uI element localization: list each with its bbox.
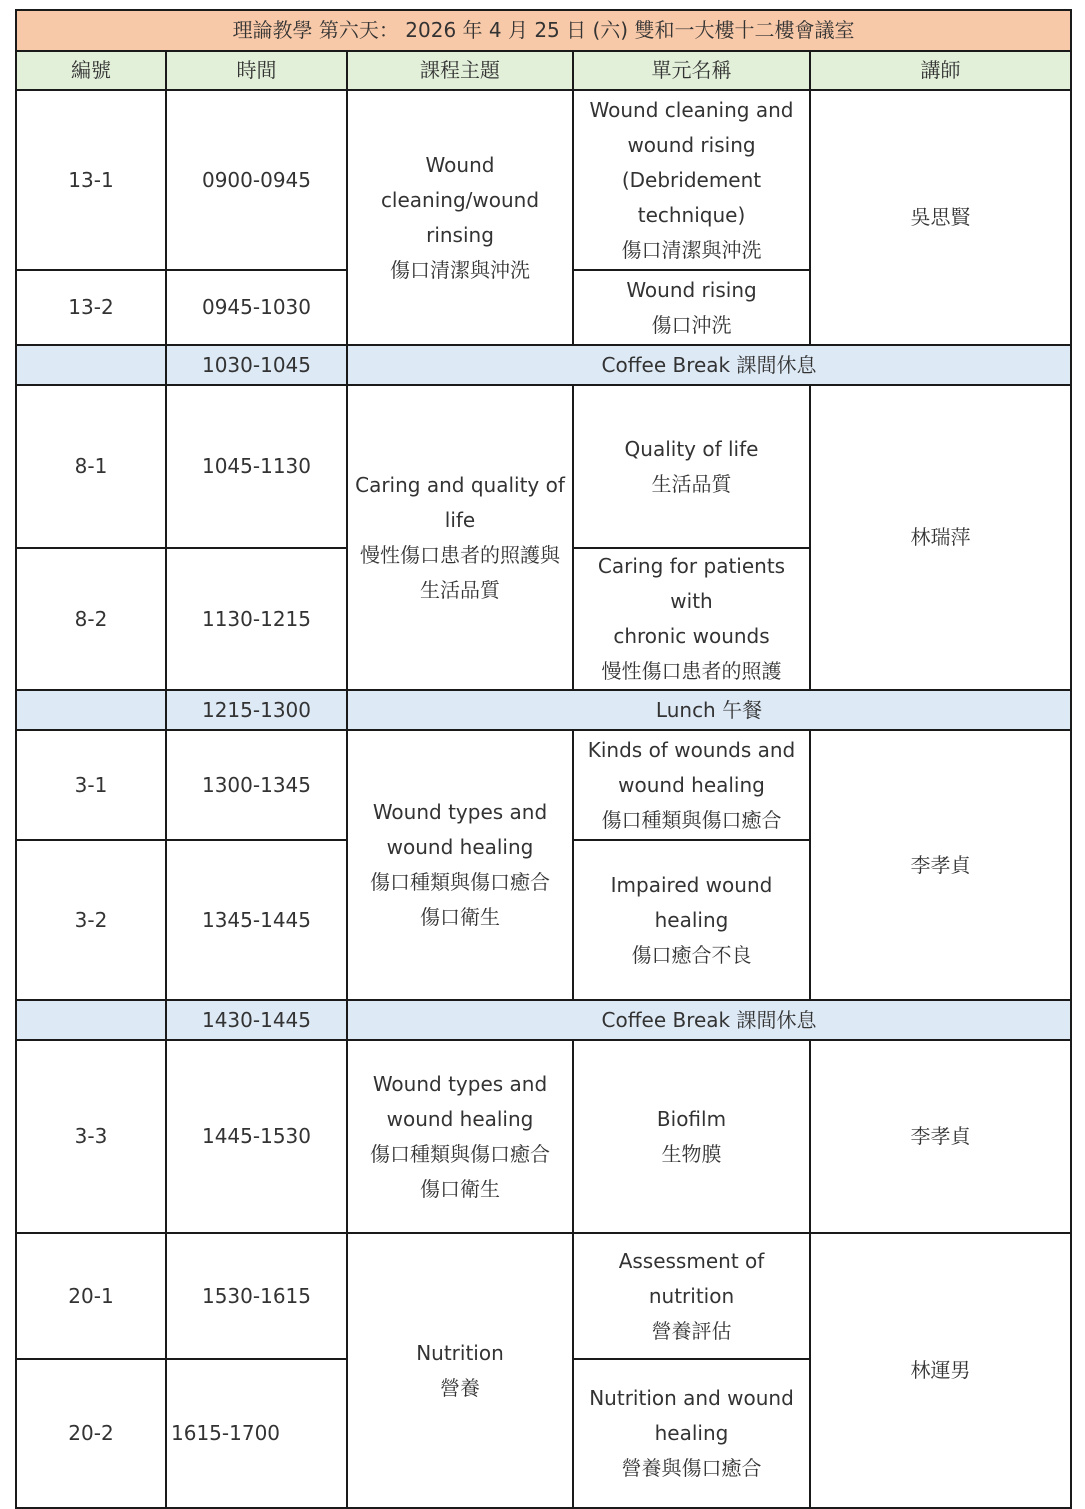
unit-name bbox=[573, 840, 810, 1000]
table-row bbox=[16, 1233, 1071, 1359]
schedule-title: 理論教學 第六天： 2026 年 4 月 25 日 (六) 雙和一大樓十二樓會議室 bbox=[16, 10, 1071, 51]
topic-line: 傷口衛生 bbox=[420, 1176, 500, 1201]
row-time: 1530-1615 bbox=[166, 1233, 347, 1359]
row-time: 1130-1215 bbox=[166, 548, 347, 690]
unit-line: 傷口種類與傷口癒合 bbox=[601, 807, 782, 832]
row-code: 3-3 bbox=[16, 1040, 166, 1233]
break-time: 1215-1300 bbox=[166, 690, 347, 730]
topic-line: cleaning/wound bbox=[380, 187, 540, 212]
table-row bbox=[16, 1040, 1071, 1233]
unit-line: Assessment of nutrition bbox=[618, 1248, 765, 1308]
row-time: 1615-1700 bbox=[166, 1359, 347, 1508]
lecturer-name: 李孝貞 bbox=[810, 730, 1071, 1000]
break-row bbox=[16, 345, 1071, 385]
topic-line: rinsing bbox=[426, 222, 494, 247]
course-topic bbox=[347, 90, 573, 345]
topic-line: Wound types and bbox=[372, 1071, 548, 1096]
table-row bbox=[16, 90, 1071, 270]
topic-line: 傷口清潔與沖洗 bbox=[390, 257, 530, 282]
topic-line: 慢性傷口患者的照護與 bbox=[360, 542, 560, 567]
unit-line: 生物膜 bbox=[661, 1141, 722, 1166]
row-time: 1045-1130 bbox=[166, 385, 347, 548]
lecturer-name: 李孝貞 bbox=[810, 1040, 1071, 1233]
break-label: Coffee Break 課間休息 bbox=[347, 345, 1071, 385]
title-row bbox=[16, 10, 1071, 51]
row-code: 8-2 bbox=[16, 548, 166, 690]
topic-line: wound healing bbox=[386, 1106, 534, 1131]
topic-line: 傷口衛生 bbox=[420, 905, 500, 929]
unit-line: technique) bbox=[637, 202, 746, 227]
unit-line: 營養評估 bbox=[651, 1318, 732, 1343]
topic-line: Wound bbox=[425, 152, 495, 177]
break-row bbox=[16, 1000, 1071, 1040]
unit-name bbox=[573, 90, 810, 270]
unit-line: 生活品質 bbox=[651, 471, 732, 496]
break-time: 1430-1445 bbox=[166, 1000, 347, 1040]
lecturer-name: 林運男 bbox=[810, 1233, 1071, 1508]
unit-line: wound healing bbox=[618, 772, 765, 797]
row-time: 0945-1030 bbox=[166, 270, 347, 345]
header-unit: 單元名稱 bbox=[573, 51, 810, 90]
table-row bbox=[16, 385, 1071, 548]
row-time: 1300-1345 bbox=[166, 730, 347, 840]
unit-name bbox=[573, 385, 810, 548]
unit-name bbox=[573, 730, 810, 840]
topic-line: 傷口種類與傷口癒合 bbox=[370, 1141, 550, 1166]
unit-line: Wound rising bbox=[626, 277, 757, 302]
unit-line: healing bbox=[654, 907, 729, 932]
course-schedule-table bbox=[15, 9, 1072, 1509]
unit-line: wound rising bbox=[627, 132, 756, 157]
topic-line: Caring and quality of bbox=[355, 472, 565, 497]
break-code-empty bbox=[16, 345, 166, 385]
row-code: 8-1 bbox=[16, 385, 166, 548]
topic-line: 營養 bbox=[440, 1375, 480, 1400]
unit-name bbox=[573, 1359, 810, 1508]
unit-name bbox=[573, 270, 810, 345]
row-code: 3-2 bbox=[16, 840, 166, 1000]
topic-line: wound healing bbox=[386, 835, 534, 859]
header-topic: 課程主題 bbox=[347, 51, 573, 90]
unit-line: Wound cleaning and bbox=[589, 97, 794, 122]
unit-line: Kinds of wounds and bbox=[587, 737, 796, 762]
unit-name bbox=[573, 548, 810, 690]
row-time: 1445-1530 bbox=[166, 1040, 347, 1233]
course-topic bbox=[347, 730, 573, 1000]
topic-line: Wound types and bbox=[372, 800, 548, 824]
course-topic bbox=[347, 1233, 573, 1508]
row-code: 13-1 bbox=[16, 90, 166, 270]
break-code-empty bbox=[16, 1000, 166, 1040]
row-time: 1345-1445 bbox=[166, 840, 347, 1000]
topic-line: 傷口種類與傷口癒合 bbox=[370, 870, 550, 894]
header-code: 編號 bbox=[16, 51, 166, 90]
break-time: 1030-1045 bbox=[166, 345, 347, 385]
unit-line: Biofilm bbox=[656, 1106, 727, 1131]
break-code-empty bbox=[16, 690, 166, 730]
course-topic bbox=[347, 385, 573, 690]
unit-line: 慢性傷口患者的照護 bbox=[601, 659, 782, 683]
unit-line: Quality of life bbox=[624, 436, 759, 461]
unit-line: Impaired wound bbox=[610, 872, 773, 897]
row-code: 3-1 bbox=[16, 730, 166, 840]
unit-line: Nutrition and wound bbox=[589, 1386, 794, 1410]
header-time: 時間 bbox=[166, 51, 347, 90]
lecturer-name: 林瑞萍 bbox=[810, 385, 1071, 690]
header-row bbox=[16, 51, 1071, 90]
unit-line: chronic wounds bbox=[613, 624, 770, 648]
topic-line: life bbox=[444, 507, 476, 532]
header-lecturer: 講師 bbox=[810, 51, 1071, 90]
table-row bbox=[16, 730, 1071, 840]
unit-line: 傷口沖洗 bbox=[651, 312, 732, 337]
break-label: Lunch 午餐 bbox=[347, 690, 1071, 730]
unit-name bbox=[573, 1233, 810, 1359]
row-time: 0900-0945 bbox=[166, 90, 347, 270]
row-code: 13-2 bbox=[16, 270, 166, 345]
unit-line: 傷口癒合不良 bbox=[631, 942, 752, 967]
row-code: 20-1 bbox=[16, 1233, 166, 1359]
unit-line: 營養與傷口癒合 bbox=[621, 1456, 762, 1480]
break-label: Coffee Break 課間休息 bbox=[347, 1000, 1071, 1040]
unit-line: (Debridement bbox=[621, 167, 762, 192]
unit-line: 傷口清潔與沖洗 bbox=[621, 237, 762, 262]
topic-line: 生活品質 bbox=[420, 577, 500, 602]
unit-name bbox=[573, 1040, 810, 1233]
course-topic bbox=[347, 1040, 573, 1233]
break-row bbox=[16, 690, 1071, 730]
row-code: 20-2 bbox=[16, 1359, 166, 1508]
unit-line: healing bbox=[654, 1421, 729, 1445]
lecturer-name: 吳思賢 bbox=[810, 90, 1071, 345]
unit-line: Caring for patients with bbox=[597, 554, 786, 613]
topic-line: Nutrition bbox=[416, 1340, 504, 1365]
